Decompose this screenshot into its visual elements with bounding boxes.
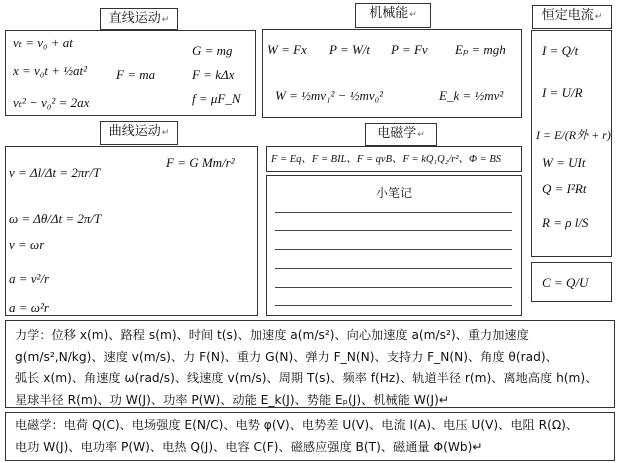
constant-current-box [531,30,612,257]
mechanics-glossary [15,325,597,411]
mechanical-energy-box [262,29,522,118]
formula-electric-work: W = UIt [542,155,586,170]
formula-velocity: vₜ = v₀ + at [13,35,73,50]
mechanical-energy-title: 机械能 ↵ [355,3,431,28]
glossary-row: 电磁学：电荷 Q(C)、电场强度 E(N/C)、电势 φ(V)、电势差 U(V)、电流 I(A)、电压 U(V)、电阻 R(Ω)、 [15,418,579,432]
formula-joule-heat: Q = I²Rt [542,181,587,196]
constant-current-title: 恒定电流 ↵ [532,5,612,29]
formula-angular-velocity: ω = Δθ/Δt = 2π/T [9,211,102,226]
glossary-row: 弧长 x(m)、角速度 ω(rad/s)、线速度 v(m/s)、周期 T(s)、频率 f(Hz)、轨道半径 r(m)、离地高度 h(m)、 [15,371,598,385]
formula-capacitance: C = Q/U [542,275,589,290]
electromagnetism-title: 电磁学 ↵ [365,123,437,146]
formula-newton: F = ma [116,67,156,82]
formula-kinetic-energy: E_k = ½mv² [439,88,504,103]
glossary-row: 力学：位移 x(m)、路程 s(m)、时间 t(s)、加速度 a(m/s²)、向心加速度 a(m/s²)、重力加速度 [15,328,529,342]
glossary-row: 电功 W(J)、电功率 P(W)、电热 Q(J)、电容 C(F)、磁感应强度 B(T)、磁通量 Φ(Wb)↵ [15,439,483,454]
formula-potential-energy: Eₚ = mgh [455,42,506,57]
formula-gravity: G = mg [192,43,233,58]
curvilinear-motion-title: 曲线运动 ↵ [100,121,178,145]
formula-v-omega-r: v = ωr [9,237,45,252]
formula-friction: f = μF_N [192,91,241,106]
formula-electromagnetic-forces: F = Eq、F = BIL、F = qvB、F = kQ₁Q₂/r²、Φ = BS [271,154,502,165]
note-line [275,305,512,306]
electromagnetism-box [266,146,522,172]
em-glossary [15,415,578,458]
formula-displacement: x = v₀t + ½at² [13,63,87,78]
formula-spring: F = kΔx [192,67,235,82]
formula-current-charge: I = Q/t [542,43,579,58]
curvilinear-motion-box [5,146,258,316]
note-line [275,249,512,250]
notes-title: 小笔记 [376,186,413,200]
formula-closed-circuit: I = E/(R外 + r) [536,128,611,142]
note-line [275,212,512,213]
formula-work: W = Fx [267,42,307,57]
formula-ohm: I = U/R [542,85,583,100]
formula-velocity-squared: vₜ² − v₀² = 2ax [13,95,90,110]
glossary-row: 星球半径 R(m)、功 W(J)、功率 P(W)、动能 E_k(J)、势能 Eₚ(J)、机械能 W(J)↵ [15,392,450,407]
formula-power-fv: P = Fv [391,42,428,57]
glossary-row: g(m/s²,N/kg)、速度 v(m/s)、力 F(N)、重力 G(N)、弹力 F_N(N)、支持力 F_N(N)、角度 θ(rad)、 [15,349,558,364]
formula-work-energy: W = ½mv₁² − ½mv₀² [275,88,384,103]
formula-power: P = W/t [329,42,371,57]
formula-centripetal-omega: a = ω²r [9,300,49,315]
note-line [275,230,512,231]
linear-motion-box [5,30,256,116]
linear-motion-title: 直线运动 ↵ [100,8,178,30]
formula-universal-gravitation: F = G Mm/r² [166,155,235,170]
note-line [275,287,512,288]
formula-centripetal-v: a = v²/r [9,271,50,286]
formula-linear-velocity: v = Δl/Δt = 2πr/T [9,165,101,180]
formula-resistivity: R = ρ l/S [542,215,589,230]
capacitance-box [531,262,612,302]
note-line [275,268,512,269]
